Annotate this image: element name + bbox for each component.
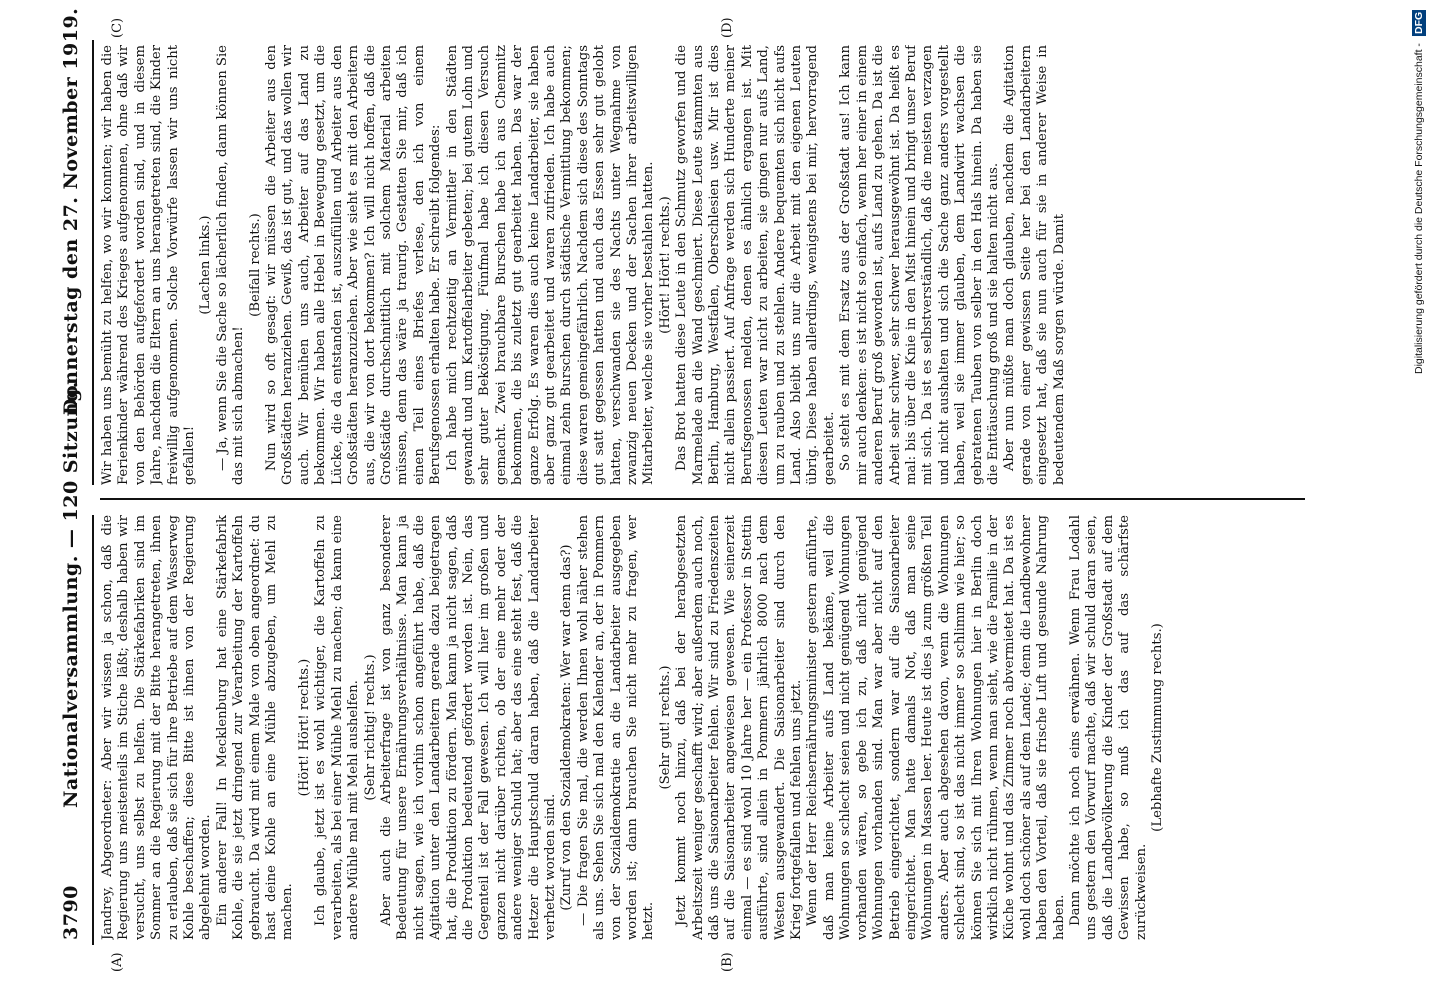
- dfg-logo: DFG: [1413, 12, 1425, 35]
- page-number: 3790: [60, 885, 82, 940]
- interjection: (Beifall rechts.): [247, 213, 263, 317]
- marker-d: (D): [720, 17, 735, 38]
- interjection: (Hört! Hört! rechts.): [657, 196, 673, 334]
- left-header-rule: [92, 515, 94, 945]
- quoted-letter: Ich habe mich rechtzeitig an Vermittler in den Städten gewandt und um Kartoffelarbeiter gebeten; bei gutem Lohn und sehr guter Beköstigung. Fünfmal habe ich diesen Versuch gemacht. Zwei brauchbare Burschen habe ich aus Chemnitz bekommen, die bis zuletzt gut gearbeitet haben. Das war der ganze Erfolg. Es waren dies auch keine Landarbeiter, sie haben aber ganz gut gearbeitet und waren zufrieden. Ich habe auch einmal zehn Burschen durch städtische Vermittlung bekommen; diese waren gemeingefährlich. Nachdem sich diese des Sonntags gut satt gegessen hatten und auch das Essen sehr gut gelobt hatten, verschwanden sie des Nachts unter Wegnahme von zwanzig neuen Decken und der Sachen ihrer arbeitswilligen Mitarbeiter, welche sie vorher bestahlen hatten.: [444, 45, 657, 485]
- text-column-right: [100, 45, 1305, 485]
- paragraph: Ich glaube, jetzt ist es wohl wichtiger, die Kartoffeln zu verarbeiten, als bei einer Mühle Mehl zu machen; da kann eine andere Mühle mal mit Mehl aushelfen.: [313, 515, 362, 940]
- paragraph: Ein anderer Fall! In Mecklenburg hat eine Stärkefabrik Kohle, die sie jetzt dringend zur Verarbeitung der Kartoffeln gebraucht. Da wird mit einem Male von oben angeordnet: du hast deine Kohle an eine Mühle abzugeben, um Mehl zu machen.: [214, 515, 296, 940]
- right-header-rule: [92, 40, 94, 485]
- paragraph: Jandrey, Abgeordneter: Aber wir wissen ja schon, daß die Regierung uns meistenteils im Stiche läßt; deshalb haben wir versucht, uns selbst zu helfen. Die Stärkefabriken sind im Sommer an die Regierung mit der Bitte herangetreten, ihnen zu erlauben, daß sie sich für ihre Betriebe auf dem Wasserweg Kohle beschaffen; diese Bitte ist ihnen von der Regierung abgelehnt worden.: [100, 515, 214, 940]
- interjection: (Lachen links.): [198, 215, 214, 315]
- interjection: (Sehr gut! rechts.): [657, 665, 673, 790]
- right-page-header: [60, 7, 88, 415]
- quoted-letter: Das Brot hatten diese Leute in den Schmutz geworfen und die Marmelade an die Wand geschmiert. Diese Leute stammten aus Berlin, Hamburg, Westfalen, Oberschlesien usw. Mir ist dies nicht allein passiert. Auf Anfrage werden sich Hunderte meiner Berufsgenossen melden, denen es ähnlich ergangen ist. Mit diesen Leuten war nicht zu arbeiten, sie gingen nur aufs Land, um zu rauben und zu stehlen. Andere bequemten sich nicht aufs Land. Also bleibt uns nur die Arbeit mit den eigenen Leuten übrig. Diese haben allerdings, wenigstens bei mir, hervorragend gearbeitet.: [674, 45, 837, 485]
- column-divider: [100, 498, 1305, 500]
- credit-text: Digitalisierung gefördert durch die Deutsche Forschungsgemeinschaft -: [1413, 43, 1425, 375]
- paragraph: So steht es mit dem Ersatz aus der Großstadt aus! Ich kann mir auch denken: es ist nicht so einfach, wenn her einer in einem anderen Beruf groß geworden ist, aufs Land zu gehen. Da ist die Arbeit sehr schwer, sehr schwer herausgewöhnt ist. Da heißt es mal: bis über die Knie in den Mist hinein und bringt unser Beruf mit sich. Da ist es selbstverständlich, daß die meisten verzagen und nicht aushalten und sich die Sache ganz anders vorgestellt haben, weil sie immer glauben, dem Landwirt wachsen die gebratenen Tauben von selber in den Hals hinein. Da haben sie die Enttäuschung groß und sie halten nicht aus.: [838, 45, 1001, 485]
- left-page-header: [60, 381, 88, 940]
- right-running-title: Donnerstag den 27. November 1919.: [60, 7, 82, 415]
- paragraph: Dann möchte ich noch eins erwähnen. Wenn Frau Lodahl uns gestern den Vorwurf machte, daß wir schuld daran seien, daß die Landbevölkerung die Kinder der Großstadt auf dem Gewissen habe, so muß ich das auf das schärfste zurückweisen.: [1067, 515, 1149, 940]
- left-running-title: Nationalversammlung. — 120 Sitzung.: [60, 381, 82, 808]
- interjection: (Zuruf von den Sozialdemokraten: Wer war denn das?): [559, 544, 575, 911]
- marker-a: (A): [110, 952, 125, 972]
- paragraph: — Ja, wenn Sie die Sache so lächerlich finden, dann können Sie das mit sich abmachen!: [214, 45, 247, 485]
- interjection: (Sehr richtig! rechts.): [362, 654, 378, 801]
- paragraph: Wenn der Herr Reichsernährungsminister gestern anführte, daß man keine Arbeiter aufs Land bekäme, weil die Wohnungen so schlecht seien und nicht genügend Wohnungen vorhanden wären, so gebe ich zu, daß nicht genügend Wohnungen vorhanden sind. Man war aber nicht auf den Betrieb eingerichtet, sondern war auf die Saisonarbeiter eingerichtet. Man hatte damals Not, daß man seine Wohnungen in Massen leer. Heute ist dies ja zum größten Teil anders. Aber auch abgesehen davon, wenn die Wohnungen schlecht sind, so ist das nicht immer so schlimm wie hier; so können Sie sich mit Ihren Wohnungen hier in Berlin doch wirklich nicht rühmen, wenn man sieht, wie die Familie in der Küche wohnt und das Zimmer noch abvermietet hat. Da ist es wohl doch schöner als auf dem Lande; denn die Landbewohner haben den Vorteil, daß sie frische Luft und gesunde Nahrung haben.: [805, 515, 1067, 940]
- interjection: (Lebhafte Zustimmung rechts.): [1150, 623, 1165, 832]
- paragraph: Wir haben uns bemüht zu helfen, wo wir konnten; wir haben die Ferienkinder während des Krieges aufgenommen, ohne daß wir von den Behörden aufgefordert worden sind, und in diesem Jahre, nachdem die Eltern an uns herangetreten sind, die Kinder freiwillig aufgenommen. Solche Vorwürfe lassen wir uns nicht gefallen!: [100, 45, 198, 485]
- marker-c: (C): [110, 17, 125, 38]
- paragraph: Aber auch die Arbeiterfrage ist von ganz besonderer Bedeutung für unsere Ernährungsverhältnisse. Man kann ja nicht sagen, wie ich vorhin schon angeführt habe, daß die Agitation unter den Landarbeitern gerade dazu beigetragen hat, die Produktion zu fördern. Man kann ja nicht sagen, daß die Produktion bedeutend gefördert worden ist. Nein, das Gegenteil ist der Fall gewesen. Ich will hier im großen und ganzen nicht darüber richten, ob der eine mehr oder der andere weniger Schuld hat; aber das eine steht fest, daß die Hetzer die Hauptschuld daran haben, daß die Landarbeiter verhetzt worden sind.: [378, 515, 558, 940]
- paragraph: Nun wird so oft gesagt: wir müssen die Arbeiter aus den Großstädten heranziehen. Gewiß, das ist gut, und das wollen wir auch. Wir bemühen uns auch, Arbeiter auf das Land zu bekommen. Wir haben alle Hebel in Bewegung gesetzt, um die Lücke, die da entstanden ist, auszufüllen und Arbeiter aus den Großstädten heranzuziehen. Aber wie sieht es mit den Arbeitern aus, die wir von dort bekommen? Ich will nicht hoffen, daß die Großstädte durchschnittlich mit solchem Material arbeiten müssen, denn das wäre ja traurig. Gestatten Sie mir, daß ich einen Teil eines Briefes verlese, den ich von einem Berufsgenossen erhalten habe. Er schreibt folgendes:: [264, 45, 444, 485]
- interjection: (Hört! Hört! rechts.): [296, 658, 312, 797]
- paragraph: — Die fragen Sie mal, die werden Ihnen wohl näher stehen als uns. Sehen Sie sich mal den Kalender an, der in Pommern von der Sozialdemokratie an die Landarbeiter ausgegeben worden ist; dann brauchen Sie nicht mehr zu fragen, wer hetzt.: [575, 515, 657, 940]
- paragraph: Aber nun müßte man doch glauben, nachdem die Agitation gerade von einer gewissen Seite her bei den Landarbeitern eingesetzt hat, daß sie nun auch für sie in anderer Weise in bedeutendem Maß sorgen würde. Damit: [1002, 45, 1067, 485]
- marker-b: (B): [720, 952, 735, 972]
- paragraph: Jetzt kommt noch hinzu, daß bei der herabgesetzten Arbeitszeit weniger geschafft wird; aber außerdem auch noch, daß uns die Saisonarbeiter fehlen. Wir sind zu Friedenszeiten auf die Saisonarbeiter angewiesen gewesen. Wie seinerzeit einmal — es sind wohl 10 Jahre her — ein Professor in Stettin ausführte, sind allein in Pommern jährlich 8000 nach dem Westen ausgewandert. Die Saisonarbeiter sind durch den Krieg fortgefallen und fehlen uns jetzt.: [674, 515, 805, 940]
- text-column-left: [100, 515, 1305, 940]
- digitization-credit: [1412, 10, 1426, 374]
